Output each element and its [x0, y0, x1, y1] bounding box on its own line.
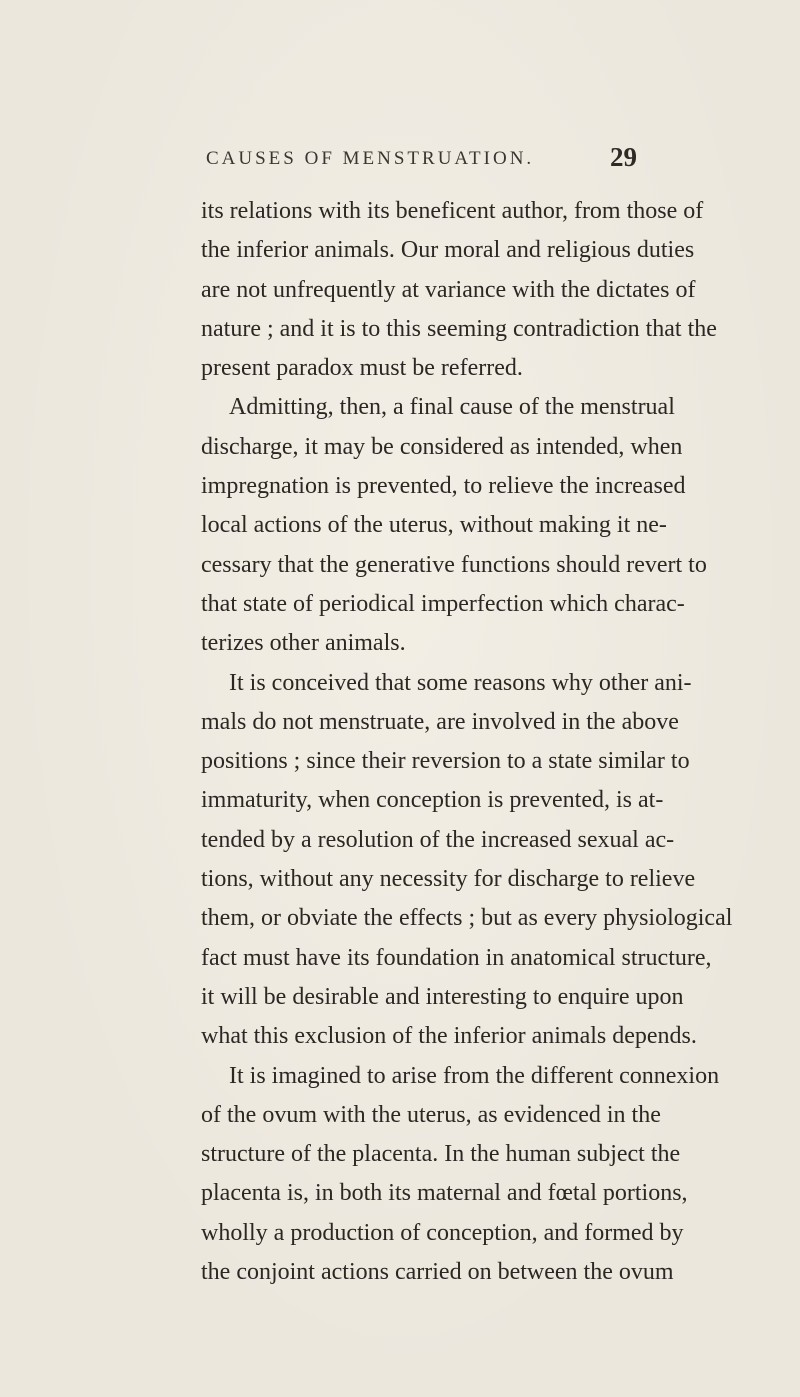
text-line: what this exclusion of the inferior animals depends.: [201, 1023, 697, 1050]
text-line: It is conceived that some reasons why other ani-: [229, 669, 692, 696]
text-line: the conjoint actions carried on between the ovum: [201, 1259, 674, 1286]
text-line: It is imagined to arise from the different connexion: [229, 1062, 720, 1089]
text-line: are not unfrequently at variance with the dictates of: [201, 276, 696, 303]
text-line: nature ; and it is to this seeming contradiction that the: [201, 315, 717, 342]
text-line: that state of periodical imperfection which charac-: [201, 590, 685, 617]
text-line: present paradox must be referred.: [201, 355, 523, 382]
text-line: structure of the placenta. In the human subject the: [201, 1141, 681, 1168]
text-line: tended by a resolution of the increased sexual ac-: [201, 826, 675, 853]
text-line: placenta is, in both its maternal and fœtal portions,: [201, 1180, 688, 1207]
text-line: them, or obviate the effects ; but as every physiological: [201, 905, 733, 932]
text-line: positions ; since their reversion to a state similar to: [201, 748, 690, 775]
page-number: 29: [610, 142, 637, 172]
text-line: immaturity, when conception is prevented, is at-: [201, 787, 664, 814]
text-line: local actions of the uterus, without making it ne-: [201, 512, 667, 539]
text-line: it will be desirable and interesting to enquire upon: [201, 983, 684, 1010]
text-line: impregnation is prevented, to relieve the increased: [201, 473, 686, 500]
text-line: the inferior animals. Our moral and religious duties: [201, 237, 695, 264]
running-head: [206, 142, 666, 178]
running-title: CAUSES OF MENSTRUATION.: [206, 148, 535, 169]
text-line: its relations with its beneficent author, from those of: [201, 198, 704, 224]
text-line: mals do not menstruate, are involved in the above: [201, 708, 679, 735]
text-line: tions, without any necessity for discharge to relieve: [201, 866, 696, 893]
text-line: terizes other animals.: [201, 630, 406, 657]
text-line: of the ovum with the uterus, as evidenced in the: [201, 1101, 661, 1128]
text-line: discharge, it may be considered as intended, when: [201, 433, 683, 460]
text-line: cessary that the generative functions should revert to: [201, 551, 707, 578]
body-text: [201, 192, 733, 1292]
text-line: fact must have its foundation in anatomical structure,: [201, 944, 712, 971]
text-line: Admitting, then, a final cause of the menstrual: [229, 394, 675, 421]
text-line: wholly a production of conception, and formed by: [201, 1219, 684, 1246]
